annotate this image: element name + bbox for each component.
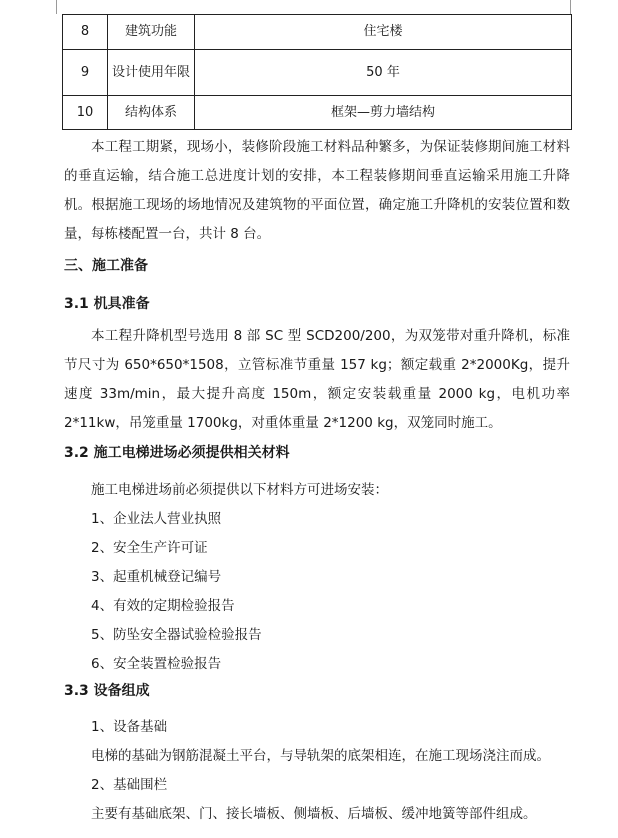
list-item: 1、设备基础 bbox=[91, 719, 168, 735]
row-value: 住宅楼 bbox=[195, 15, 572, 50]
section-heading: 三、施工准备 bbox=[64, 258, 148, 274]
crop-mark-left bbox=[56, 0, 57, 14]
enclosure-text: 主要有基础底架、门、接长墙板、侧墙板、后墙板、缓冲地簧等部件组成。 bbox=[91, 806, 537, 822]
list-item: 3、起重机械登记编号 bbox=[91, 569, 222, 585]
row-number: 10 bbox=[63, 96, 108, 130]
table-row bbox=[63, 50, 572, 96]
subsection-heading: 3.2 施工电梯进场必须提供相关材料 bbox=[64, 445, 290, 461]
table-row bbox=[63, 96, 572, 130]
row-number: 9 bbox=[63, 50, 108, 96]
list-item: 4、有效的定期检验报告 bbox=[91, 598, 235, 614]
crop-mark-right bbox=[570, 0, 571, 14]
list-item: 1、企业法人营业执照 bbox=[91, 511, 222, 527]
list-item: 2、安全生产许可证 bbox=[91, 540, 208, 556]
intro-paragraph: 本工程工期紧，现场小，装修阶段施工材料品种繁多，为保证装修期间施工材料的垂直运输，结合施工总进度计划的安排，本工程装修期间垂直运输采用施工升降机。根据施工现场的场地情况及建筑物的平面位置，确定施工升降机的安装位置和数量，每栋楼配置一台，共计 8 台。 bbox=[64, 139, 570, 242]
row-value: 50 年 bbox=[195, 50, 572, 96]
row-label: 结构体系 bbox=[108, 96, 195, 130]
list-item: 2、基础围栏 bbox=[91, 777, 168, 793]
list-item: 6、安全装置检验报告 bbox=[91, 656, 222, 672]
subsection-heading: 3.3 设备组成 bbox=[64, 683, 150, 699]
row-value: 框架—剪力墙结构 bbox=[195, 96, 572, 130]
machinery-paragraph: 本工程升降机型号选用 8 部 SC 型 SCD200/200，为双笼带对重升降机，标准节尺寸为 650*650*1508，立管标准节重量 157 kg；额定载重 2*2000Kg，提升速度 33m/min，最大提升高度 150m，额定安装载重量 2000 kg，电机功率 2*11kw，吊笼重量 1700kg，对重体重量 2*1200 kg，双笼同时施工。 bbox=[64, 328, 570, 431]
table-row bbox=[63, 15, 572, 50]
foundation-text: 电梯的基础为钢筋混凝土平台，与导轨架的底架相连，在施工现场浇注而成。 bbox=[91, 748, 550, 764]
row-label: 设计使用年限 bbox=[108, 50, 195, 96]
spec-table bbox=[62, 14, 572, 130]
materials-intro: 施工电梯进场前必须提供以下材料方可进场安装： bbox=[91, 482, 388, 498]
subsection-heading: 3.1 机具准备 bbox=[64, 296, 150, 312]
list-item: 5、防坠安全器试验检验报告 bbox=[91, 627, 262, 643]
row-number: 8 bbox=[63, 15, 108, 50]
row-label: 建筑功能 bbox=[108, 15, 195, 50]
